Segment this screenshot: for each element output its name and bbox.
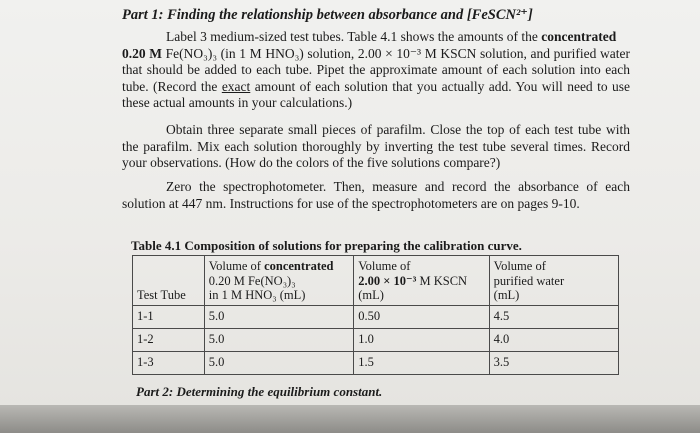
header-fe-volume — [204, 256, 354, 306]
table-caption: Table 4.1 Composition of solutions for preparing the calibration curve. — [131, 238, 522, 253]
header-water-l1: Volume of — [493, 259, 546, 273]
cell-kscn: 1.0 — [354, 328, 489, 351]
para1-underlined-exact: exact — [221, 78, 251, 94]
para2-text: Obtain three separate small pieces of parafilm. Close the top of each test tube with the parafilm. Mix each solution thoroughly by inverting the test tube several times. Record your observations. (How do the colors of the five solutions compare?) — [122, 122, 630, 170]
para1-bold-concentrated: concentrated — [541, 29, 617, 44]
header-fe-l3: in 1 M HNO₃ (mL) — [208, 288, 306, 302]
header-fe-l1: Volume of — [208, 259, 265, 273]
para1-bold-molarity: 0.20 M — [122, 45, 162, 61]
cell-tube: 1-1 — [133, 305, 205, 328]
page-bottom-shadow — [0, 405, 700, 433]
header-kscn-bold: 2.00 × 10⁻³ — [358, 273, 417, 288]
header-fe-bold: concentrated — [264, 259, 334, 273]
table-row — [133, 351, 619, 374]
cell-kscn: 0.50 — [354, 305, 489, 328]
calibration-table — [132, 255, 619, 375]
para1-text-1: Label 3 medium-sized test tubes. Table 4.1 shows the amounts of the — [166, 29, 542, 44]
cell-water: 3.5 — [489, 351, 618, 374]
para3-text: Zero the spectrophotometer. Then, measure and record the absorbance of each solution at 447 nm. Instructions for use of the spectrophotometers are on pages 9-10. — [122, 179, 630, 211]
section-heading: Part 1: Finding the relationship between absorbance and [FeSCN²⁺] — [122, 7, 533, 23]
cell-kscn: 1.5 — [354, 351, 489, 374]
header-water-l2: purified water — [493, 273, 565, 288]
part2-heading: Part 2: Determining the equilibrium constant. — [136, 384, 383, 399]
paragraph-3 — [122, 179, 630, 212]
cell-fe: 5.0 — [204, 351, 354, 374]
paragraph-1 — [122, 29, 630, 112]
cell-tube: 1-3 — [133, 351, 205, 374]
cell-fe: 5.0 — [204, 328, 354, 351]
table-header-row — [133, 256, 619, 306]
header-test-tube: Test Tube — [133, 256, 205, 306]
para1-text-3: amount of each solution that you actually add. You will need to use these actual amounts in your calculations.) — [122, 78, 630, 110]
header-kscn-l2: M KSCN — [416, 273, 468, 288]
cell-water: 4.0 — [489, 328, 618, 351]
table-row — [133, 328, 619, 351]
paragraph-2 — [122, 122, 630, 172]
cell-fe: 5.0 — [204, 305, 354, 328]
cell-water: 4.5 — [489, 305, 618, 328]
para1-text-2: Fe(NO₃)₃ (in 1 M HNO₃) solution, 2.00 × 10⁻³ M KSCN solution, and purified water that should be added to each tube. Pipet the approximate amount of each solution into each tube. (Record the — [122, 45, 630, 94]
header-fe-l2: 0.20 M Fe(NO₃)₃ — [208, 273, 296, 288]
table-row — [133, 305, 619, 328]
header-kscn-volume — [354, 256, 489, 306]
header-water-volume — [489, 256, 618, 306]
header-water-l3: (mL) — [493, 288, 520, 302]
header-kscn-l1: Volume of — [358, 259, 411, 273]
cell-tube: 1-2 — [133, 328, 205, 351]
header-kscn-l3: (mL) — [358, 288, 384, 302]
